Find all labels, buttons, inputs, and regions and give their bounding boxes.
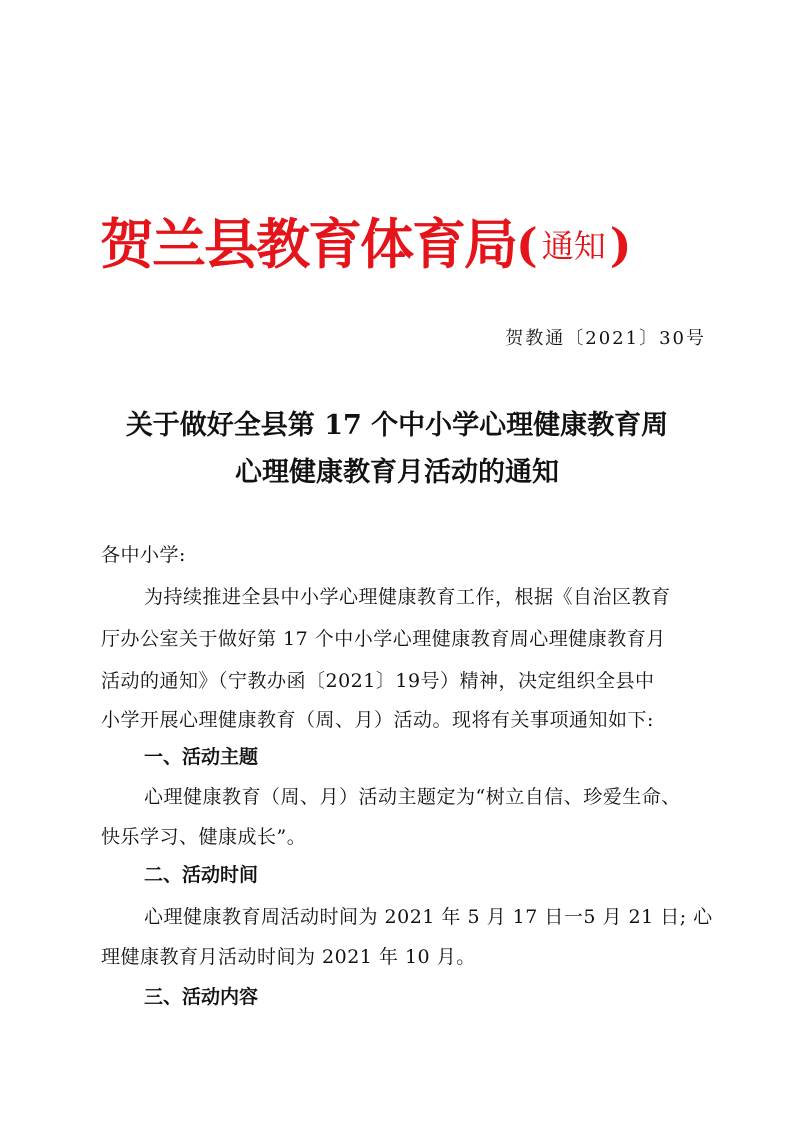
- issuing-organization: 贺兰县教育体育局: [100, 212, 516, 276]
- intro-paragraph-line: 厅办公室关于做好第 17 个中小学心理健康教育周心理健康教育月: [101, 628, 666, 650]
- section-time-line: 心理健康教育周活动时间为 2021 年 5 月 17 日一5 月 21 日; 心: [144, 906, 713, 928]
- section-heading-time: 二、活动时间: [144, 864, 259, 886]
- section-heading-theme: 一、活动主题: [144, 746, 259, 768]
- section-theme-line: 心理健康教育（周、月）活动主题定为“树立自信、珍爱生命、: [144, 786, 681, 808]
- document-title-line-2: 心理健康教育月活动的通知: [235, 457, 559, 488]
- intro-paragraph-line: 活动的通知》（宁教办函〔2021〕19号）精神，决定组织全县中: [101, 670, 655, 692]
- intro-paragraph-line: 小学开展心理健康教育（周、月）活动。现将有关事项通知如下:: [101, 709, 654, 731]
- document-title-line-1: 关于做好全县第 17 个中小学心理健康教育周: [125, 410, 669, 441]
- intro-paragraph-line: 为持续推进全县中小学心理健康教育工作，根据《自治区教育: [144, 586, 671, 608]
- document-number: 贺教通〔2021〕30号: [505, 328, 706, 349]
- section-time-line: 理健康教育月活动时间为 2021 年 10 月。: [101, 946, 476, 968]
- masthead-open-paren: (: [516, 218, 538, 272]
- section-heading-content: 三、活动内容: [144, 986, 259, 1008]
- masthead-close-paren: ): [609, 218, 632, 272]
- salutation: 各中小学:: [101, 544, 186, 566]
- section-theme-line: 快乐学习、健康成长”。: [101, 826, 307, 848]
- document-kind: 通知: [541, 227, 606, 265]
- masthead: [100, 208, 700, 294]
